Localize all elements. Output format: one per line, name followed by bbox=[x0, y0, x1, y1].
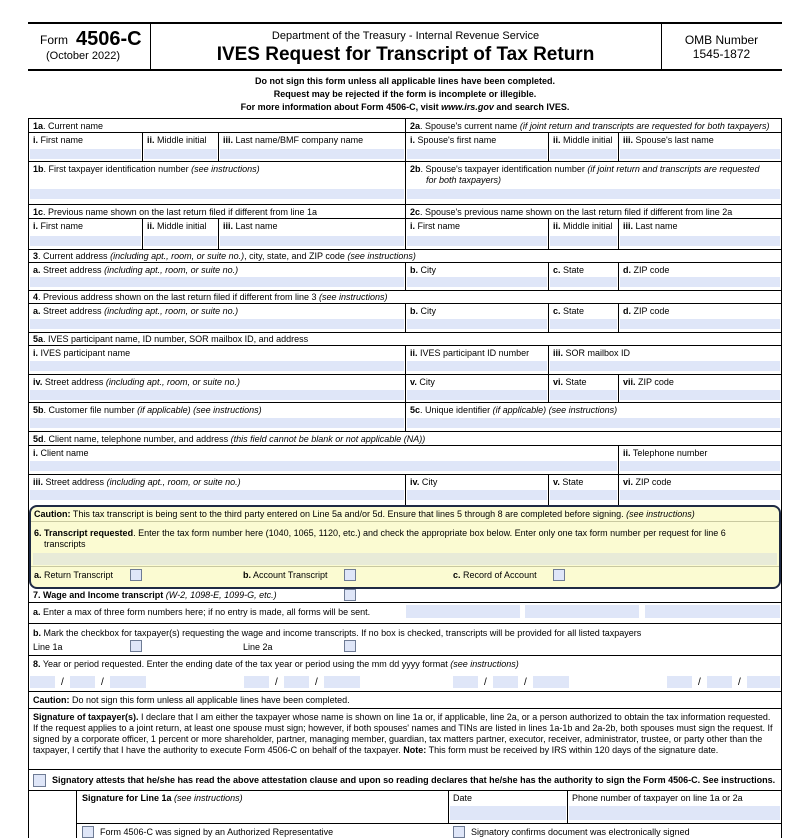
ives-zip-field[interactable] bbox=[620, 390, 780, 400]
authorized-rep-checkbox[interactable] bbox=[82, 826, 94, 838]
authorized-rep-label: Form 4506-C was signed by an Authorized Representative bbox=[100, 827, 334, 837]
period-3-month[interactable] bbox=[453, 676, 478, 688]
row-rule bbox=[76, 823, 782, 824]
spouse-last-name-label: iii. Spouse's last name bbox=[623, 135, 714, 145]
spouse-tin-field[interactable] bbox=[407, 189, 780, 199]
line-5a-label: 5a. IVES participant name, ID number, SOR mailbox ID, and address bbox=[33, 334, 309, 344]
signature-phone-label: Phone number of taxpayer on line 1a or 2a bbox=[572, 793, 743, 803]
middle-initial-label: ii. Middle initial bbox=[147, 135, 207, 145]
cell-divider bbox=[548, 345, 549, 374]
signature-date-field[interactable] bbox=[450, 806, 566, 820]
line-4-label: 4. Previous address shown on the last return filed if different from line 3 (see instructions) bbox=[33, 292, 388, 302]
notice-sign: Do not sign this form unless all applicable lines have been completed. bbox=[254, 76, 556, 86]
line-1c-label: 1c. Previous name shown on the last return filed if different from line 1a bbox=[33, 207, 318, 217]
row-rule bbox=[28, 602, 782, 603]
client-zip-label: vi. ZIP code bbox=[623, 477, 672, 487]
caution-third-party: Caution: This tax transcript is being sent to the third party entered on Line 5a and/or 5d. Ensure that lines 5 through 8 are completed before signing. (see instructions) bbox=[34, 509, 695, 519]
prev-city-field[interactable] bbox=[407, 319, 547, 329]
client-street-label: iii. Street address (including apt., room, or suite no.) bbox=[33, 477, 241, 487]
date-separator: / bbox=[61, 677, 64, 688]
last-name-label: iii. Last name/BMF company name bbox=[223, 135, 364, 145]
cell-divider bbox=[618, 218, 619, 250]
row-rule bbox=[28, 290, 782, 291]
cell-divider bbox=[548, 262, 549, 290]
ives-state-label: vi. State bbox=[553, 377, 587, 387]
period-4-day[interactable] bbox=[707, 676, 732, 688]
return-transcript-checkbox[interactable] bbox=[130, 569, 142, 581]
row-rule bbox=[28, 708, 782, 709]
row-rule bbox=[28, 445, 782, 446]
zip-label: d. ZIP code bbox=[623, 265, 670, 275]
first-tin-field[interactable] bbox=[30, 189, 404, 199]
line-3-label: 3. Current address (including apt., room, or suite no.), city, state, and ZIP code (see instructions) bbox=[33, 251, 416, 261]
prev-street-address-field[interactable] bbox=[30, 319, 404, 329]
cell-divider bbox=[618, 374, 619, 402]
wage-form-number-3[interactable] bbox=[645, 605, 780, 618]
period-2-month[interactable] bbox=[244, 676, 269, 688]
row-rule bbox=[28, 691, 782, 692]
line-2b-note: for both taxpayers) bbox=[426, 175, 502, 185]
signature-line-1a-label: Signature for Line 1a (see instructions) bbox=[82, 793, 243, 803]
electronic-signature-checkbox[interactable] bbox=[453, 826, 465, 838]
cell-divider bbox=[142, 218, 143, 250]
cell-divider bbox=[76, 790, 77, 838]
telephone-field[interactable] bbox=[620, 461, 780, 471]
row-rule bbox=[31, 566, 779, 567]
record-of-account-checkbox[interactable] bbox=[553, 569, 565, 581]
signature-phone-field[interactable] bbox=[569, 806, 780, 820]
client-state-label: v. State bbox=[553, 477, 584, 487]
spouse-prev-middle-initial-label: ii. Middle initial bbox=[553, 221, 613, 231]
cell-divider bbox=[618, 303, 619, 332]
electronic-signature-label: Signatory confirms document was electronically signed bbox=[471, 827, 690, 837]
ives-state-field[interactable] bbox=[550, 390, 617, 400]
spouse-prev-middle-initial-field[interactable] bbox=[550, 236, 617, 246]
date-separator: / bbox=[315, 677, 318, 688]
period-1-year[interactable] bbox=[110, 676, 146, 688]
line-7a-text: a. Enter a max of three form numbers here; if no entry is made, all forms will be sent. bbox=[33, 607, 371, 617]
row-rule bbox=[28, 655, 782, 656]
ives-id-field[interactable] bbox=[407, 361, 547, 371]
account-transcript-checkbox[interactable] bbox=[344, 569, 356, 581]
tax-form-number-field[interactable] bbox=[33, 553, 777, 565]
ives-city-field[interactable] bbox=[407, 390, 547, 400]
prev-first-name-field[interactable] bbox=[30, 236, 141, 246]
cell-divider bbox=[618, 445, 619, 474]
cell-divider bbox=[405, 474, 406, 505]
attestation-checkbox[interactable] bbox=[33, 774, 46, 787]
return-transcript-label: a. Return Transcript bbox=[34, 570, 114, 580]
ives-name-label: i. IVES participant name bbox=[33, 348, 131, 358]
signature-date-label: Date bbox=[453, 793, 473, 803]
middle-initial-field[interactable] bbox=[144, 149, 217, 159]
ives-name-field[interactable] bbox=[30, 361, 404, 371]
spouse-first-name-field[interactable] bbox=[407, 149, 547, 159]
line-2a-label: 2a. Spouse's current name (if joint return and transcripts are requested for both taxpayers) bbox=[410, 121, 770, 131]
sor-mailbox-label: iii. SOR mailbox ID bbox=[553, 348, 631, 358]
line-2b-label: 2b. Spouse's taxpayer identification number (if joint return and transcripts are requested bbox=[410, 164, 760, 174]
period-2-year[interactable] bbox=[324, 676, 360, 688]
ives-id-label: ii. IVES participant ID number bbox=[410, 348, 530, 358]
date-separator: / bbox=[524, 677, 527, 688]
line-5b-label: 5b. Customer file number (if applicable) (see instructions) bbox=[33, 405, 262, 415]
street-address-label: a. Street address (including apt., room, or suite no.) bbox=[33, 265, 239, 275]
record-of-account-label: c. Record of Account bbox=[453, 570, 537, 580]
sor-mailbox-field[interactable] bbox=[550, 361, 780, 371]
top-rule bbox=[28, 22, 782, 24]
cell-divider bbox=[618, 132, 619, 162]
period-1-month[interactable] bbox=[30, 676, 55, 688]
omb-number: 1545-1872 bbox=[692, 47, 751, 61]
form-revision: (October 2022) bbox=[46, 50, 120, 62]
cell-divider bbox=[405, 402, 406, 431]
spouse-prev-first-name-label: i. First name bbox=[410, 221, 461, 231]
client-city-field[interactable] bbox=[407, 490, 547, 500]
prev-first-name-label: i. First name bbox=[33, 221, 84, 231]
cell-divider bbox=[218, 218, 219, 250]
zip-field[interactable] bbox=[620, 277, 780, 287]
period-4-month[interactable] bbox=[667, 676, 692, 688]
period-3-year[interactable] bbox=[533, 676, 569, 688]
wage-form-number-1[interactable] bbox=[406, 605, 520, 618]
cell-divider bbox=[218, 132, 219, 162]
spouse-first-name-label: i. Spouse's first name bbox=[410, 135, 497, 145]
prev-middle-initial-label: ii. Middle initial bbox=[147, 221, 207, 231]
row-rule bbox=[28, 769, 782, 770]
signature-declaration: Signature of taxpayer(s). I declare that I am either the taxpayer whose name is shown on line 1a or, if applicable, line 2a, or a person authorized to obtain the tax information requested. If the request applies to a joint return, at least one spouse must sign; however, if both spouses' names and TINs are listed in lines 1a-1b and 2a-2b, both spouses must sign the request. If signed by a corporate officer, 1 percent or more shareholder, partner, managing member, guardian, tax matters partner, executor, receiver, administrator, trustee, or party other than the taxpayer, I certify that I have the authority to execute Form 4506-C on behalf of the taxpayer. Note: This form must be received by IRS within 120 days of the signature date. bbox=[33, 712, 773, 755]
date-separator: / bbox=[698, 677, 701, 688]
form-title: IVES Request for Transcript of Tax Return bbox=[216, 44, 595, 65]
spouse-last-name-field[interactable] bbox=[620, 149, 780, 159]
line-6-label: 6. Transcript requested. Enter the tax form number here (1040, 1065, 1120, etc.) and check the appropriate box below. Enter only one tax form number per request for line 6 bbox=[34, 528, 726, 538]
customer-file-number-field[interactable] bbox=[30, 418, 404, 428]
account-transcript-label: b. Account Transcript bbox=[243, 570, 328, 580]
row-rule bbox=[28, 249, 782, 250]
cell-divider bbox=[567, 790, 568, 823]
line-5d-label: 5d. Client name, telephone number, and address (this field cannot be blank or not applicable (NA)) bbox=[33, 434, 426, 444]
form-border-left bbox=[28, 118, 29, 838]
prev-last-name-label: iii. Last name bbox=[223, 221, 278, 231]
agency-name: Department of the Treasury - Internal Revenue Service bbox=[271, 30, 540, 42]
wage-income-checkbox[interactable] bbox=[344, 589, 356, 601]
prev-state-field[interactable] bbox=[550, 319, 617, 329]
street-address-field[interactable] bbox=[30, 277, 404, 287]
client-name-label: i. Client name bbox=[33, 448, 89, 458]
cell-divider bbox=[548, 132, 549, 162]
cell-divider bbox=[405, 303, 406, 332]
ives-zip-label: vii. ZIP code bbox=[623, 377, 674, 387]
prev-city-label: b. City bbox=[410, 306, 437, 316]
form-number: 4506-C bbox=[76, 28, 142, 50]
client-state-field[interactable] bbox=[550, 490, 617, 500]
period-3-day[interactable] bbox=[493, 676, 518, 688]
ives-street-field[interactable] bbox=[30, 390, 404, 400]
state-label: c. State bbox=[553, 265, 585, 275]
line-8-label: 8. Year or period requested. Enter the ending date of the tax year or period using the mm dd yyyy format (see instructions) bbox=[33, 659, 519, 669]
cell-divider bbox=[548, 218, 549, 250]
client-name-field[interactable] bbox=[30, 461, 617, 471]
cell-divider bbox=[618, 262, 619, 290]
prev-zip-field[interactable] bbox=[620, 319, 780, 329]
line-7b-line2a-label: Line 2a bbox=[243, 642, 273, 652]
period-4-year[interactable] bbox=[747, 676, 780, 688]
period-1-day[interactable] bbox=[70, 676, 95, 688]
cell-divider bbox=[618, 474, 619, 505]
line-5c-label: 5c. Unique identifier (if applicable) (see instructions) bbox=[410, 405, 618, 415]
spouse-middle-initial-field[interactable] bbox=[550, 149, 617, 159]
line-7-label: 7. Wage and Income transcript (W-2, 1098-E, 1099-G, etc.) bbox=[33, 590, 277, 600]
spouse-prev-last-name-field[interactable] bbox=[620, 236, 780, 246]
caution-do-not-sign: Caution: Do not sign this form unless all applicable lines have been completed. bbox=[33, 695, 350, 705]
unique-identifier-field[interactable] bbox=[407, 418, 780, 428]
spouse-prev-last-name-label: iii. Last name bbox=[623, 221, 678, 231]
line-1a-label: 1a. Current name bbox=[33, 121, 104, 131]
prev-last-name-field[interactable] bbox=[220, 236, 404, 246]
omb-label: OMB Number bbox=[684, 33, 759, 47]
first-name-label: i. First name bbox=[33, 135, 84, 145]
cell-divider bbox=[142, 132, 143, 162]
state-field[interactable] bbox=[550, 277, 617, 287]
form-border-right bbox=[781, 118, 782, 838]
column-divider bbox=[405, 118, 406, 250]
line-2c-label: 2c. Spouse's previous name shown on the last return filed if different from line 2a bbox=[410, 207, 733, 217]
line-2a-wage-checkbox[interactable] bbox=[344, 640, 356, 652]
spouse-middle-initial-label: ii. Middle initial bbox=[553, 135, 613, 145]
cell-divider bbox=[548, 374, 549, 402]
telephone-label: ii. Telephone number bbox=[623, 448, 708, 458]
city-label: b. City bbox=[410, 265, 437, 275]
period-2-day[interactable] bbox=[284, 676, 309, 688]
signature-field[interactable] bbox=[78, 806, 447, 820]
notice-rejected: Request may be rejected if the form is incomplete or illegible. bbox=[273, 89, 537, 99]
line-6-text-cont: transcripts bbox=[44, 539, 86, 549]
row-rule bbox=[28, 623, 782, 624]
prev-street-address-label: a. Street address (including apt., room, or suite no.) bbox=[33, 306, 239, 316]
prev-zip-label: d. ZIP code bbox=[623, 306, 670, 316]
last-name-field[interactable] bbox=[220, 149, 404, 159]
date-separator: / bbox=[101, 677, 104, 688]
prev-state-label: c. State bbox=[553, 306, 585, 316]
form-prefix: Form bbox=[40, 33, 68, 47]
ives-street-label: iv. Street address (including apt., room, or suite no.) bbox=[33, 377, 240, 387]
client-zip-field[interactable] bbox=[620, 490, 780, 500]
cell-divider bbox=[448, 790, 449, 823]
first-name-field[interactable] bbox=[30, 149, 141, 159]
client-street-field[interactable] bbox=[30, 490, 404, 500]
date-separator: / bbox=[738, 677, 741, 688]
line-7b-text: b. Mark the checkbox for taxpayer(s) requesting the wage and income transcripts. If no box is checked, transcripts will be provided for all listed taxpayers bbox=[33, 628, 642, 638]
spouse-prev-first-name-field[interactable] bbox=[407, 236, 547, 246]
row-rule bbox=[28, 790, 782, 791]
date-separator: / bbox=[484, 677, 487, 688]
header-rule bbox=[28, 69, 782, 71]
cell-divider bbox=[548, 303, 549, 332]
row-rule bbox=[28, 204, 782, 205]
row-rule bbox=[31, 521, 779, 522]
row-rule bbox=[28, 374, 782, 375]
ives-city-label: v. City bbox=[410, 377, 435, 387]
line-1a-wage-checkbox[interactable] bbox=[130, 640, 142, 652]
city-field[interactable] bbox=[407, 277, 547, 287]
date-separator: / bbox=[275, 677, 278, 688]
notice-more-info: For more information about Form 4506-C, visit www.irs.gov and search IVES. bbox=[240, 102, 570, 112]
attestation-text: Signatory attests that he/she has read the above attestation clause and upon so reading declares that he/she has the authority to sign the Form 4506-C. See instructions. bbox=[52, 775, 776, 785]
row-rule bbox=[28, 332, 782, 333]
cell-divider bbox=[548, 474, 549, 505]
row-rule bbox=[28, 161, 782, 162]
wage-form-number-2[interactable] bbox=[525, 605, 639, 618]
row-rule bbox=[28, 431, 782, 432]
client-city-label: iv. City bbox=[410, 477, 438, 487]
cell-divider bbox=[405, 262, 406, 290]
line-1b-label: 1b. First taxpayer identification number (see instructions) bbox=[33, 164, 260, 174]
line-7b-line1a-label: Line 1a bbox=[33, 642, 63, 652]
prev-middle-initial-field[interactable] bbox=[144, 236, 217, 246]
